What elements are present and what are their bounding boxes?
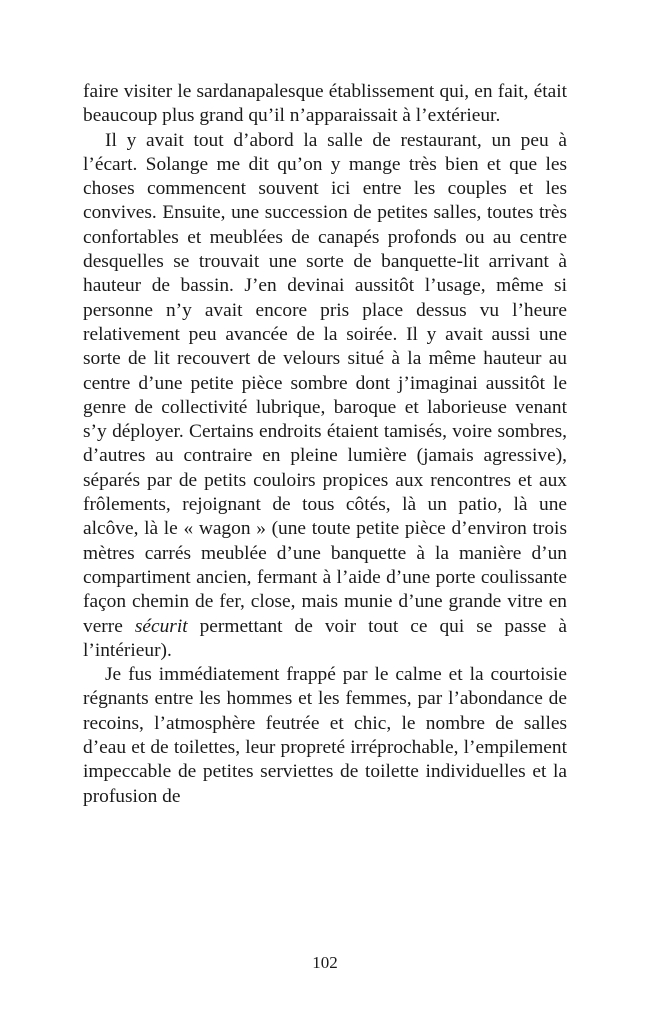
page-body: [83, 80, 567, 809]
paragraph-1: [83, 80, 567, 129]
page-number: 102: [312, 953, 338, 972]
paragraph-2-text-after: permettant de voir tout ce qui se passe à l’intérieur).: [83, 615, 567, 661]
paragraph-3: [83, 663, 567, 809]
paragraph-1-text: faire visiter le sardanapalesque établissement qui, en fait, était beaucoup plus grand qu’il n’apparaissait à l’extérieur.: [83, 81, 567, 127]
paragraph-2-italic-word: sécurit: [134, 615, 188, 637]
paragraph-2: [83, 129, 567, 664]
paragraph-3-text: Je fus immédiatement frappé par le calme et la courtoisie régnants entre les hommes et les femmes, par l’abondance de recoins, l’atmosphère feutrée et chic, le nombre de salles d’eau et de toilettes, leur propreté irréprochable, l’empilement impeccable de petites serviettes de toilette individuelles et la profusion de: [83, 664, 567, 807]
paragraph-2-text: Il y avait tout d’abord la salle de restaurant, un peu à l’écart. Solange me dit qu’on y mange très bien et que les choses commencent souvent ici entre les couples et les convives. Ensuite, une succession de petites salles, toutes très confortables et meublées de canapés profonds ou au centre desquelles se trouvait une sorte de banquette-lit arrivant à hauteur de bassin. J’en devinai aussitôt l’usage, même si personne n’y avait encore pris place dessus vu l’heure relativement peu avancée de la soirée. Il y avait aussi une sorte de lit recouvert de velours situé à la même hauteur au centre d’une petite pièce sombre dont j’imaginai aussitôt le genre de collectivité lubrique, baroque et laborieuse venant s’y déployer. Certains endroits étaient tamisés, voire sombres, d’autres au contraire en pleine lumière (jamais agressive), séparés par de petits couloirs propices aux rencontres et aux frôlements, rejoignant de tous côtés, là un patio, là une alcôve, là le « wagon » (une toute petite pièce d’environ trois mètres carrés meublée d’une banquette à la manière d’un compartiment ancien, fermant à l’aide d’une porte coulissante façon chemin de fer, close, mais munie d’une grande vitre en verre: [83, 129, 567, 637]
